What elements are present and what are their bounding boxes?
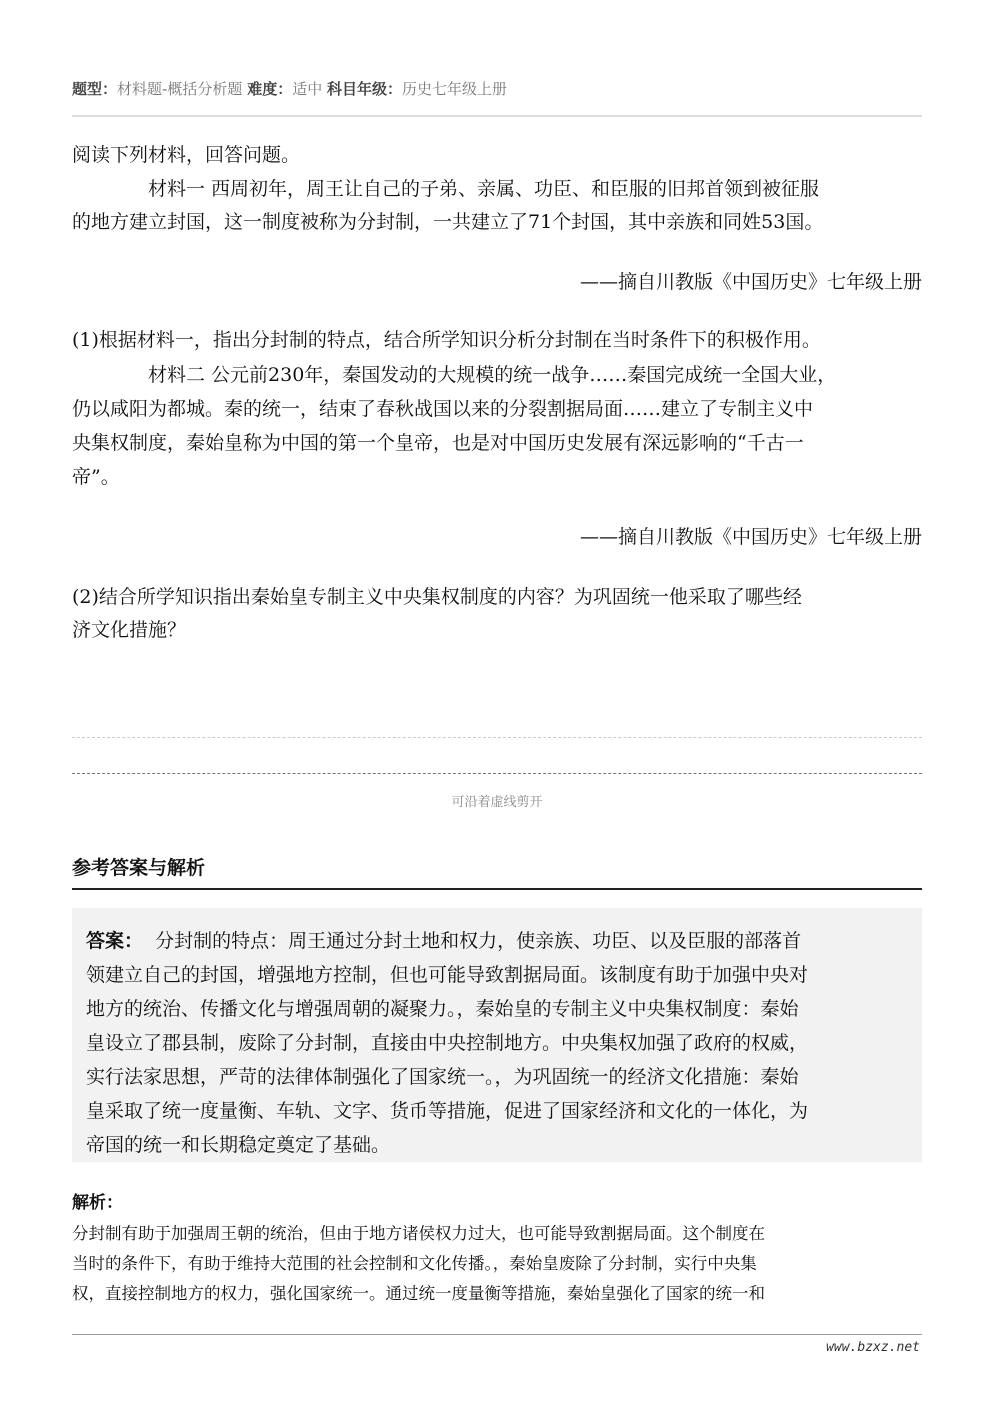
material1-line: 材料一 西周初年，周王让自己的子弟、亲属、功臣、和臣服的旧邦首领到被征服 (148, 178, 820, 200)
material2-source: ——摘自川教版《中国历史》七年级上册 (579, 526, 922, 548)
material2-line: 央集权制度，秦始皇称为中国的第一个皇帝，也是对中国历史发展有深远影响的“千古一 (72, 432, 804, 454)
answer-line: 领建立自己的封国，增强地方控制，但也可能导致割据局面。该制度有助于加强中央对 (86, 964, 809, 986)
cut-line (72, 773, 922, 774)
question-2: 济文化措施？ (72, 619, 187, 641)
material1-source: ——摘自川教版《中国历史》七年级上册 (579, 271, 922, 293)
type-label: 题型： (72, 80, 118, 98)
question-1: (1)根据材料一，指出分封制的特点，结合所学知识分析分封制在当时条件下的积极作用。 (72, 329, 821, 351)
section-divider (72, 888, 922, 890)
answer-line: 分封制的特点：周王通过分封土地和权力，使亲族、功臣、以及臣服的部落首 (155, 930, 802, 952)
difficulty-label: 难度： (247, 80, 293, 98)
question-2: (2)结合所学知识指出秦始皇专制主义中央集权制度的内容？为巩固统一他采取了哪些经 (72, 586, 802, 608)
material2-line: 仍以咸阳为都城。秦的统一，结束了春秋战国以来的分裂割据局面……建立了专制主义中 (72, 398, 814, 420)
answer-section-title: 参考答案与解析 (72, 857, 206, 879)
analysis-line: 权，直接控制地方的权力，强化国家统一。通过统一度量衡等措施，秦始皇强化了国家的统一和 (72, 1284, 765, 1303)
answer-box (72, 908, 922, 1162)
answer-line: 实行法家思想，严苛的法律体制强化了国家统一。，为巩固统一的经济文化措施：秦始 (86, 1066, 799, 1088)
material2-line: 材料二 公元前230年，秦国发动的大规模的统一战争……秦国完成统一全国大业， (148, 364, 837, 386)
header-divider (72, 115, 922, 117)
answer-line: 帝国的统一和长期稳定奠定了基础。 (86, 1134, 391, 1156)
subject-label: 科目年级： (327, 80, 403, 98)
footer-site-link[interactable]: www.bzxz.net (826, 1340, 920, 1355)
material2-line: 帝”。 (72, 466, 120, 488)
material1-line: 的地方建立封国，这一制度被称为分封制，一共建立了71个封国，其中亲族和同姓53国。 (72, 211, 824, 233)
subject-value: 历史七年级上册 (402, 80, 508, 98)
analysis-line: 当时的条件下，有助于维持大范围的社会控制和文化传播。，秦始皇废除了分封制，实行中央集 (72, 1254, 757, 1273)
answer-line: 皇设立了郡县制，废除了分封制，直接由中央控制地方。中央集权加强了政府的权威， (86, 1032, 809, 1054)
type-value: 材料题-概括分析题 (117, 80, 243, 98)
answer-space-dashed-line (72, 737, 922, 738)
answer-line: 地方的统治、传播文化与增强周朝的凝聚力。，秦始皇的专制主义中央集权制度：秦始 (86, 998, 799, 1020)
footer-divider (72, 1334, 922, 1335)
difficulty-value: 适中 (292, 80, 323, 98)
cut-hint: 可沿着虚线剪开 (451, 795, 543, 810)
answer-label: 答案： (86, 930, 144, 952)
question-meta (72, 78, 922, 99)
question-intro: 阅读下列材料，回答问题。 (72, 144, 301, 166)
analysis-line: 分封制有助于加强周王朝的统治，但由于地方诸侯权力过大，也可能导致割据局面。这个制度在 (72, 1224, 765, 1243)
answer-line: 皇采取了统一度量衡、车轨、文字、货币等措施，促进了国家经济和文化的一体化，为 (86, 1100, 809, 1122)
analysis-label: 解析： (72, 1193, 123, 1213)
